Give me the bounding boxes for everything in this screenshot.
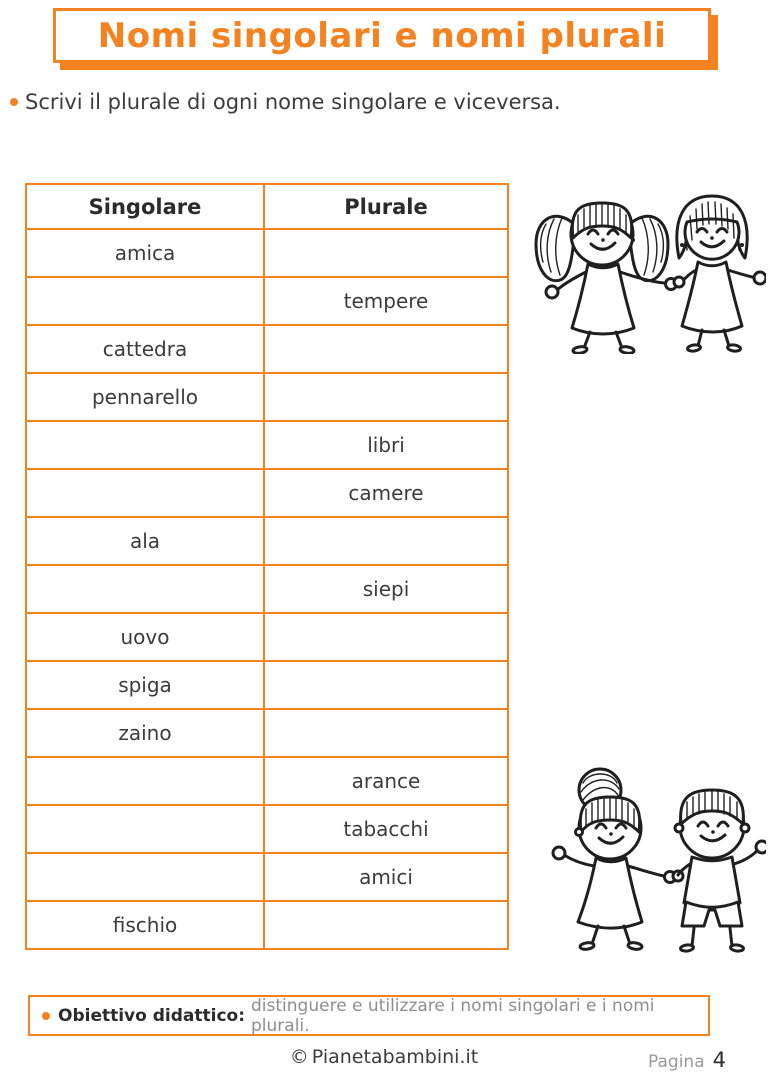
singolare-cell xyxy=(26,277,264,325)
singolare-cell: uovo xyxy=(26,613,264,661)
two-girls-illustration xyxy=(516,182,766,354)
singolare-cell: spiga xyxy=(26,661,264,709)
plurale-cell: camere xyxy=(264,469,508,517)
title-box xyxy=(53,8,711,63)
table-row xyxy=(26,421,508,469)
brand-name: Pianetabambini.it xyxy=(311,1046,479,1068)
singolare-cell xyxy=(26,853,264,901)
table-row xyxy=(26,325,508,373)
instruction-line xyxy=(10,90,561,114)
plurale-cell xyxy=(264,901,508,949)
plurale-cell xyxy=(264,613,508,661)
table-row xyxy=(26,469,508,517)
singular-plural-table xyxy=(25,183,509,950)
plurale-cell xyxy=(264,709,508,757)
table-row xyxy=(26,757,508,805)
bullet-icon xyxy=(10,98,18,106)
column-header-singolare: Singolare xyxy=(26,184,264,229)
footer-page xyxy=(648,1048,726,1072)
table-body xyxy=(26,229,508,949)
table-row xyxy=(26,565,508,613)
singolare-cell xyxy=(26,565,264,613)
plurale-cell xyxy=(264,373,508,421)
singolare-cell: zaino xyxy=(26,709,264,757)
plurale-cell xyxy=(264,517,508,565)
objective-text: distinguere e utilizzare i nomi singolari e i nomi plurali. xyxy=(251,995,655,1036)
table-row xyxy=(26,613,508,661)
table-row xyxy=(26,709,508,757)
page-label: Pagina xyxy=(648,1052,705,1072)
singolare-cell: fischio xyxy=(26,901,264,949)
plurale-cell xyxy=(264,229,508,277)
singolare-cell xyxy=(26,757,264,805)
plurale-cell xyxy=(264,661,508,709)
bullet-icon xyxy=(42,1012,50,1020)
page-number: 4 xyxy=(712,1048,726,1072)
plurale-cell: tabacchi xyxy=(264,805,508,853)
plurale-cell: amici xyxy=(264,853,508,901)
table-row xyxy=(26,805,508,853)
objective-label: Obiettivo didattico: xyxy=(58,1005,246,1026)
table-row xyxy=(26,901,508,949)
table-row xyxy=(26,277,508,325)
plurale-cell: arance xyxy=(264,757,508,805)
plurale-cell xyxy=(264,325,508,373)
instruction-text: Scrivi il plurale di ogni nome singolare e viceversa. xyxy=(25,90,561,114)
girl-and-boy-illustration xyxy=(516,764,766,956)
objective-box xyxy=(28,995,710,1036)
page-title: Nomi singolari e nomi plurali xyxy=(97,15,667,56)
singolare-cell: ala xyxy=(26,517,264,565)
column-header-plurale: Plurale xyxy=(264,184,508,229)
singolare-cell: cattedra xyxy=(26,325,264,373)
table-row xyxy=(26,853,508,901)
plurale-cell: siepi xyxy=(264,565,508,613)
plurale-cell: tempere xyxy=(264,277,508,325)
table-row xyxy=(26,661,508,709)
singolare-cell xyxy=(26,805,264,853)
copyright-icon: © xyxy=(289,1046,309,1068)
table-row xyxy=(26,517,508,565)
singolare-cell: amica xyxy=(26,229,264,277)
singolare-cell: pennarello xyxy=(26,373,264,421)
table-row xyxy=(26,229,508,277)
plurale-cell: libri xyxy=(264,421,508,469)
singolare-cell xyxy=(26,469,264,517)
table-row xyxy=(26,373,508,421)
singolare-cell xyxy=(26,421,264,469)
table-header-row xyxy=(26,184,508,229)
